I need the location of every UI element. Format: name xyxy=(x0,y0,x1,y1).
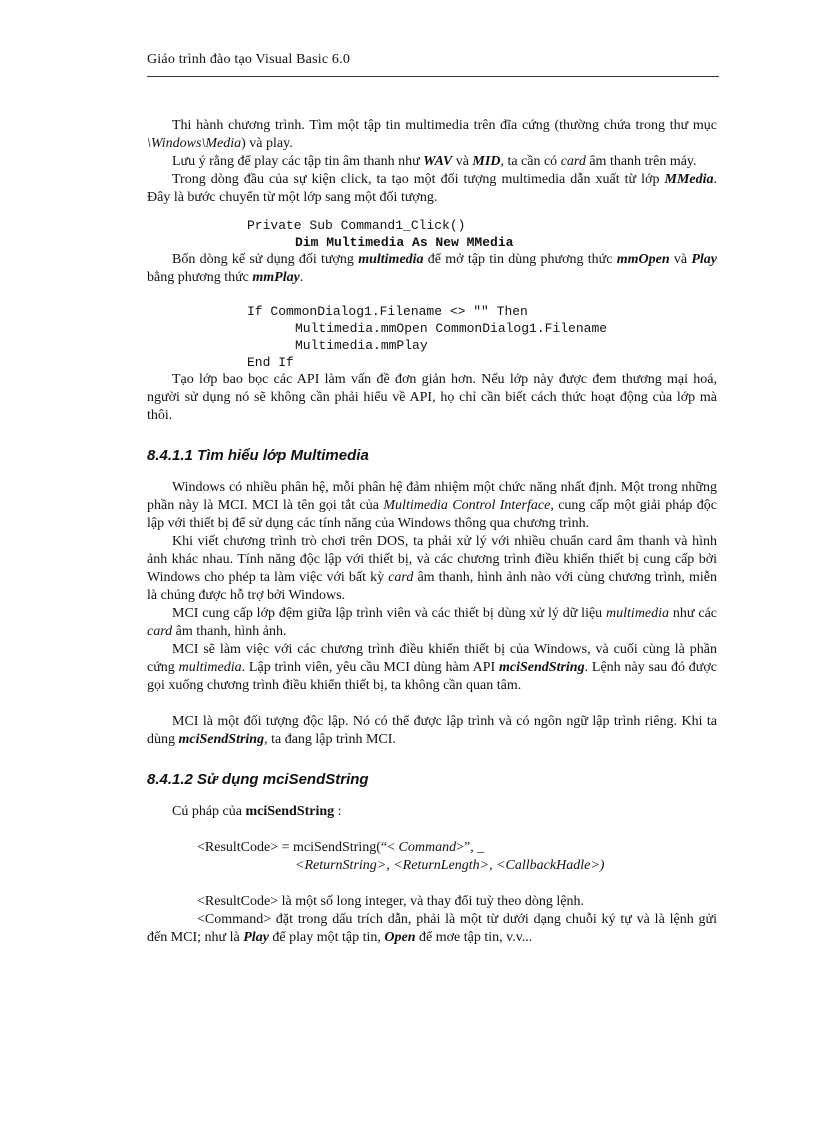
text: Windows có nhiều phân hệ, mỗi phân hệ đảm nhiệm một chức năng nhất định. Một trong những phần này là MCI. MCI là tên gọi tắt của xyxy=(147,480,717,513)
text: và xyxy=(452,154,473,169)
code-line: Multimedia.mmOpen CommonDialog1.Filename xyxy=(295,321,608,336)
code-line: Multimedia.mmPlay xyxy=(295,338,428,353)
spacer xyxy=(147,821,717,839)
text: Trong dòng đầu của sự kiện click, ta tạo một đối tượng multimedia dẫn xuất từ lớp xyxy=(172,172,665,187)
text: , cung cấp một giải pháp độc lập với thiết bị để sử dụng các tính năng của Windows thông qua chương trình. xyxy=(147,498,718,531)
text: ) và play. xyxy=(241,136,293,151)
code-block xyxy=(147,217,717,251)
code-line: Private Sub Command1_Click() xyxy=(247,218,466,233)
text: Lưu ý rằng để play các tập tin âm thanh như xyxy=(172,154,424,169)
text: Bốn dòng kế sử dụng đối tượng xyxy=(172,252,359,267)
term-multimedia: multimedia xyxy=(358,252,424,267)
text: âm thanh trên máy. xyxy=(585,154,697,169)
text: Khi viết chương trình trò chơi trên DOS, ta phải xử lý với nhiều chuẩn card âm thanh và hình ảnh khác nhau. Tính năng độc lập với thiết bị, và các chương trình điều khiển thiết bị cung cấp bởi Windows cho phép ta làm việc với bất kỳ xyxy=(147,534,717,585)
term-card: card xyxy=(560,154,586,169)
term-open: Open xyxy=(384,930,416,945)
term-mcisendstring: mciSendString xyxy=(245,804,335,819)
folder-path: \Windows\Media xyxy=(147,136,242,151)
term-mmplay: mmPlay xyxy=(252,270,300,285)
text: âm thanh, hình ảnh. xyxy=(172,624,287,639)
term-wav: WAV xyxy=(423,154,453,169)
term-mci: Multimedia Control Interface xyxy=(383,498,551,513)
text: bằng phương thức xyxy=(147,270,253,285)
text: , ta cần có xyxy=(500,154,561,169)
text: . xyxy=(299,270,304,285)
paragraph: <ResultCode> là một số long integer, và thay đổi tuỳ theo dòng lệnh. xyxy=(197,894,584,909)
term-mid: MID xyxy=(472,154,501,169)
term-play: Play xyxy=(243,930,269,945)
paragraph xyxy=(147,153,717,171)
text: MCI là một đối tượng độc lập. Nó có thể được lập trình và có ngôn ngữ lập trình riêng. Khi ta dùng xyxy=(147,714,717,747)
spacer xyxy=(147,875,717,893)
page-body xyxy=(147,117,717,947)
text: như các xyxy=(669,606,718,621)
text: . Lệnh này sau đó được gọi xuống chương trình điều khiển thiết bị, ta không cần quan tâm. xyxy=(147,660,717,693)
text: và xyxy=(669,252,692,267)
text: <Command> đặt trong dấu trích dẫn, phải là một từ dưới dạng chuỗi ký tự và là lệnh gửi đến MCI; như là xyxy=(147,912,717,945)
text: MCI sẽ làm việc với các chương trình điều khiển thiết bị của Windows, và cuối cùng là phần cứng xyxy=(147,642,717,675)
paragraph xyxy=(147,605,717,641)
term-play: Play xyxy=(691,252,718,267)
text: . Đây là bước chuyển từ một lớp sang một đối tượng. xyxy=(147,172,717,205)
text: Cú pháp của xyxy=(172,804,246,819)
text: : xyxy=(334,804,342,819)
code-line: If CommonDialog1.Filename <> "" Then xyxy=(247,304,528,319)
paragraph xyxy=(147,803,717,821)
text: , ta đang lập trình MCI. xyxy=(264,732,396,747)
code-block xyxy=(147,303,717,371)
text: Thi hành chương trình. Tìm một tập tin multimedia trên đĩa cứng (thường chứa trong thư mục xyxy=(172,118,717,133)
term-card: card xyxy=(147,624,173,639)
text: để play một tập tin, xyxy=(268,930,385,945)
paragraph xyxy=(147,911,717,947)
text: để mơe tập tin, v.v... xyxy=(415,930,533,945)
paragraph: Tạo lớp bao bọc các API làm vấn đề đơn giản hơn. Nếu lớp này được đem thương mại hoá, người sử dụng nó sẽ không cần phải hiểu về API, họ chỉ cần biết cách thức hoạt động của lớp mà thôi. xyxy=(147,372,717,423)
text: . Lập trình viên, yêu cầu MCI dùng hàm API xyxy=(241,660,500,675)
text: MCI cung cấp lớp đệm giữa lập trình viên và các thiết bị dùng xử lý dữ liệu xyxy=(172,606,607,621)
code-line: Dim Multimedia As New MMedia xyxy=(295,235,514,250)
paragraph xyxy=(147,713,717,749)
text: để mở tập tin dùng phương thức xyxy=(423,252,617,267)
term-multimedia: multimedia xyxy=(178,660,242,675)
term-mcisendstring: mciSendString xyxy=(178,732,265,747)
paragraph xyxy=(147,533,717,605)
syntax-command: Command xyxy=(398,840,457,855)
paragraph xyxy=(147,117,717,153)
paragraph xyxy=(147,641,717,695)
syntax-line xyxy=(197,857,717,875)
term-multimedia: multimedia xyxy=(606,606,670,621)
term-mmopen: mmOpen xyxy=(616,252,670,267)
syntax-args: <ReturnString>, <ReturnLength>, <CallbackHadle>) xyxy=(295,858,605,873)
paragraph xyxy=(147,479,717,533)
page-header: Giáo trình đào tạo Visual Basic 6.0 xyxy=(147,52,351,67)
term-mmedia: MMedia xyxy=(664,172,714,187)
paragraph xyxy=(147,251,717,287)
text: âm thanh, hình ảnh nào với cùng chương trình, miễn là chúng được hỗ trợ bởi Windows. xyxy=(147,570,718,603)
section-heading: 8.4.1.1 Tìm hiểu lớp Multimedia xyxy=(147,447,369,464)
code-line: End If xyxy=(247,355,294,370)
header-rule xyxy=(147,76,719,77)
paragraph xyxy=(147,171,717,207)
section-heading: 8.4.1.2 Sử dụng mciSendString xyxy=(147,771,369,788)
term-card: card xyxy=(388,570,414,585)
text: >”, _ xyxy=(456,840,485,855)
syntax-line xyxy=(197,839,717,857)
term-mcisendstring: mciSendString xyxy=(499,660,585,675)
text: <ResultCode> = mciSendString(“< xyxy=(197,840,399,855)
